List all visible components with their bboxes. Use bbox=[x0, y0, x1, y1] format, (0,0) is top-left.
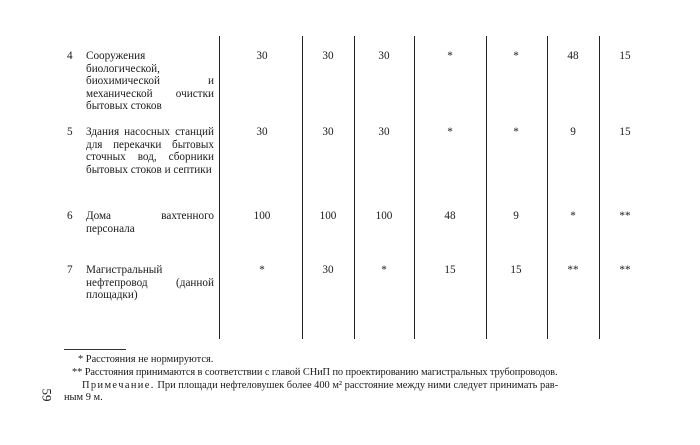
row-number: 4 bbox=[67, 50, 73, 62]
row-number: 5 bbox=[67, 126, 73, 138]
column-rule bbox=[547, 36, 548, 339]
row-label: Дома вахтенного персонала bbox=[86, 210, 214, 235]
table-cell: * bbox=[259, 264, 265, 276]
table-cell: ** bbox=[619, 264, 631, 276]
table-cell: 100 bbox=[253, 210, 271, 222]
table-cell: 100 bbox=[375, 210, 393, 222]
note-text-line1: При площади нефтеловушек более 400 м² расстояние между ними следует принимать рав- bbox=[157, 380, 559, 391]
table-cell: 9 bbox=[513, 210, 519, 222]
column-rule bbox=[414, 36, 415, 339]
footnote-rule bbox=[64, 349, 126, 350]
table-cell: 15 bbox=[510, 264, 522, 276]
table-cell: 30 bbox=[322, 264, 334, 276]
column-rule bbox=[354, 36, 355, 339]
table-cell: * bbox=[381, 264, 387, 276]
row-number: 7 bbox=[67, 264, 73, 276]
table-cell: * bbox=[513, 126, 519, 138]
table-cell: 30 bbox=[378, 50, 390, 62]
column-rule bbox=[486, 36, 487, 339]
table-cell: 15 bbox=[619, 50, 631, 62]
table-cell: * bbox=[447, 126, 453, 138]
table-cell: ** bbox=[567, 264, 579, 276]
footnote-note-line2: ным 9 м. bbox=[64, 392, 103, 403]
row-number: 6 bbox=[67, 210, 73, 222]
footnote-note bbox=[82, 380, 558, 392]
table-cell: 9 bbox=[570, 126, 576, 138]
footnote-double-star: ** Расстояния принимаются в соответствии с главой СНиП по проектированию магистральных трубопроводов. bbox=[72, 367, 558, 378]
row-label: Магистральный нефтепровод (данной площадки) bbox=[86, 264, 214, 301]
table-cell: 30 bbox=[322, 126, 334, 138]
footnote-single-star: * Расстояния не нормируются. bbox=[78, 354, 214, 365]
table-cell: * bbox=[513, 50, 519, 62]
table-cell: 15 bbox=[619, 126, 631, 138]
column-rule bbox=[302, 36, 303, 339]
table-cell: 30 bbox=[256, 126, 268, 138]
row-label: Здания насосных станций для перекачки бытовых сточных вод, сборники бытовых стоков и септики bbox=[86, 126, 214, 176]
page-number: 59 bbox=[39, 388, 55, 402]
row-label: Сооружения биологической, биохимической и механической очистки бытовых стоков bbox=[86, 50, 214, 112]
column-rule bbox=[599, 36, 600, 339]
note-lead: Примечание. bbox=[82, 380, 155, 391]
table-cell: ** bbox=[619, 210, 631, 222]
table-cell: 30 bbox=[378, 126, 390, 138]
table-cell: 48 bbox=[444, 210, 456, 222]
table-cell: 30 bbox=[256, 50, 268, 62]
table-cell: 15 bbox=[444, 264, 456, 276]
table-cell: 30 bbox=[322, 50, 334, 62]
table-cell: * bbox=[447, 50, 453, 62]
table-cell: * bbox=[570, 210, 576, 222]
column-rule bbox=[219, 36, 220, 339]
table-cell: 48 bbox=[567, 50, 579, 62]
table-cell: 100 bbox=[319, 210, 337, 222]
